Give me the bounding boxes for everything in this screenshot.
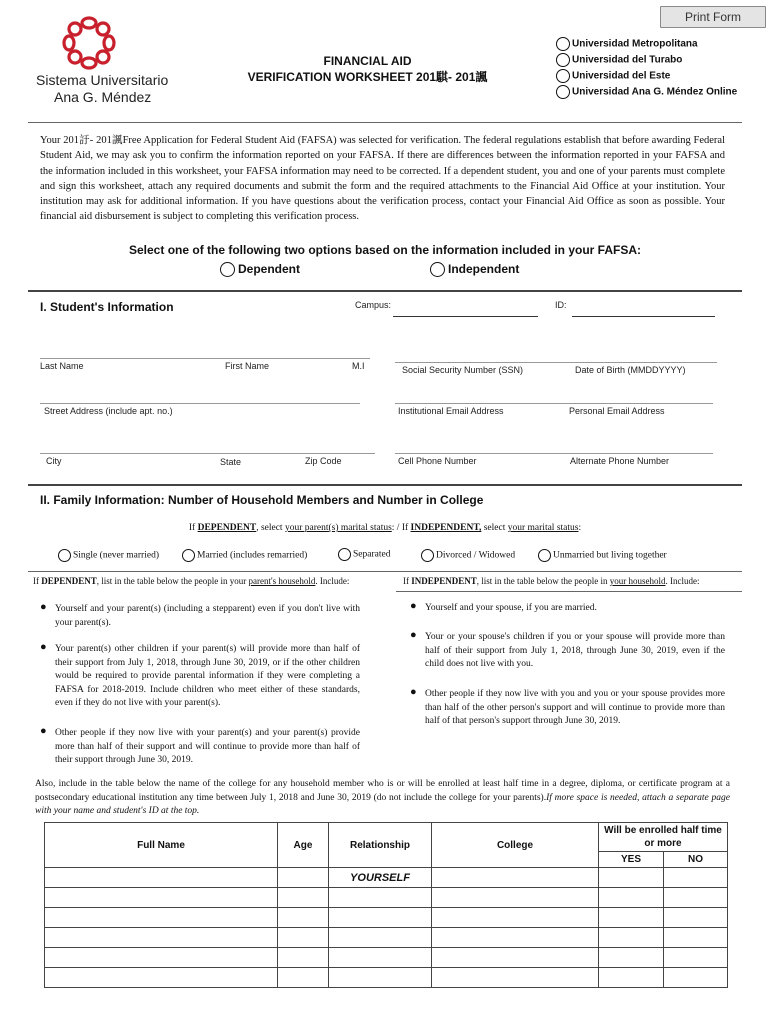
- dep-bullet-3: Other people if they now live with your parent(s) and your parent(s) provide more than half of their support and will continue to provide more than half of their support through June 30, 2019.: [55, 728, 360, 765]
- ssn-dob-field[interactable]: [395, 362, 717, 363]
- yes-cell[interactable]: [599, 948, 664, 968]
- form-title-line1: FINANCIAL AID: [323, 54, 412, 68]
- indep-bullet-1: Yourself and your spouse, if you are married.: [425, 603, 597, 613]
- yes-cell[interactable]: [599, 968, 664, 988]
- sistema-logo-icon: [60, 14, 118, 72]
- marital-instruction: If DEPENDENT, select your parent(s) marital status: / If INDEPENDENT, select your marital status:: [188, 523, 582, 533]
- college-cell[interactable]: [432, 868, 599, 888]
- table-row[interactable]: [45, 908, 728, 928]
- bullet-icon: ●: [410, 686, 417, 698]
- relationship-cell[interactable]: [329, 908, 432, 928]
- header-relationship: Relationship: [329, 823, 432, 868]
- independent-list-heading: If INDEPENDENT, list in the table below the people in your household. Include:: [403, 576, 700, 586]
- header-no: NO: [664, 852, 728, 868]
- campus-option-este[interactable]: Universidad del Este: [556, 69, 670, 83]
- state-label: State: [220, 457, 242, 467]
- ssn-label: Social Security Number (SSN): [402, 365, 524, 375]
- table-row[interactable]: [45, 948, 728, 968]
- dep-bullet-2: Your parent(s) other children if your parent(s) will provide more than half of their support from July 1, 2018, through June 30, 2019, or if the other children would be required to provide parental information if they were completing a FAFSA for 2018-2019. Include children who meet either of these standards, even if they do not live with your parent(s).: [55, 644, 360, 708]
- radio-icon[interactable]: [538, 549, 551, 562]
- radio-icon[interactable]: [58, 549, 71, 562]
- marital-option-single[interactable]: Single (never married): [58, 549, 159, 562]
- section2-title: II. Family Information: Number of Household Members and Number in College: [40, 493, 484, 507]
- bullet-icon: ●: [40, 641, 47, 653]
- bullet-icon: ●: [410, 629, 417, 641]
- dependency-question: Select one of the following two options based on the information included in your FAFSA:: [129, 243, 641, 257]
- radio-icon[interactable]: [556, 37, 570, 51]
- id-label: ID:: [555, 300, 567, 310]
- bullet-icon: ●: [40, 725, 47, 737]
- inst-email-label: Institutional Email Address: [398, 406, 504, 416]
- table-row[interactable]: [45, 868, 728, 888]
- dependent-option[interactable]: Dependent: [220, 262, 300, 277]
- college-cell[interactable]: [432, 948, 599, 968]
- radio-icon[interactable]: [556, 69, 570, 83]
- radio-icon[interactable]: [430, 262, 445, 277]
- personal-email-label: Personal Email Address: [569, 406, 665, 416]
- table-row[interactable]: [45, 928, 728, 948]
- no-cell[interactable]: [664, 968, 728, 988]
- campus-option-metropolitana[interactable]: Universidad Metropolitana: [556, 37, 698, 51]
- full-name-cell[interactable]: [45, 948, 278, 968]
- relationship-cell: YOURSELF: [329, 868, 432, 888]
- table-header-row: [45, 823, 728, 852]
- indep-bullet-2: Your or your spouse's children if you or your spouse will provide more than half of their support from July 1, 2018, through June 30, 2019, even if the child does not live with you.: [425, 632, 725, 669]
- radio-icon[interactable]: [220, 262, 235, 277]
- relationship-cell[interactable]: [329, 948, 432, 968]
- relationship-cell[interactable]: [329, 928, 432, 948]
- radio-icon[interactable]: [556, 85, 570, 99]
- logo-text-line1: Sistema Universitario: [36, 72, 169, 88]
- phone-field[interactable]: [395, 453, 713, 454]
- name-field[interactable]: [40, 358, 370, 359]
- campus-option-turabo[interactable]: Universidad del Turabo: [556, 53, 682, 67]
- marital-option-married[interactable]: Married (includes remarried): [182, 549, 307, 562]
- bullet-icon: ●: [410, 600, 417, 612]
- city-state-zip-field[interactable]: [40, 453, 375, 454]
- radio-icon[interactable]: [556, 53, 570, 67]
- no-cell[interactable]: [664, 928, 728, 948]
- marital-option-separated[interactable]: Separated: [338, 548, 390, 561]
- relationship-cell[interactable]: [329, 888, 432, 908]
- marital-option-divorced[interactable]: Divorced / Widowed: [421, 549, 515, 562]
- dependent-list-heading: If DEPENDENT, list in the table below the people in your parent's household. Include:: [33, 576, 350, 586]
- dob-label: Date of Birth (MMDDYYYY): [575, 365, 686, 375]
- header-college: College: [432, 823, 599, 868]
- full-name-cell[interactable]: [45, 868, 278, 888]
- household-table: [44, 822, 728, 988]
- radio-icon[interactable]: [338, 548, 351, 561]
- mi-label: M.I: [352, 361, 365, 371]
- street-field[interactable]: [40, 403, 360, 404]
- first-name-label: First Name: [225, 361, 270, 371]
- logo-text-line2: Ana G. Méndez: [54, 89, 152, 105]
- table-row[interactable]: [45, 968, 728, 988]
- campus-label: Campus:: [355, 300, 392, 310]
- college-cell[interactable]: [432, 928, 599, 948]
- household-college-instructions: Also, include in the table below the name of the college for any household member who is or will be enrolled at least half time in a degree, diploma, or certificate program at a postsecondary educational institution any time between July 1, 2018 and June 30, 2019 (do not include the college for your parents).If more space is needed, attach a separate page with your name and student's ID at the top.: [35, 779, 730, 816]
- cell-phone-label: Cell Phone Number: [398, 456, 477, 466]
- college-cell[interactable]: [432, 908, 599, 928]
- independent-option[interactable]: Independent: [430, 262, 519, 277]
- age-cell[interactable]: [278, 928, 329, 948]
- header-full-name: Full Name: [45, 823, 278, 868]
- street-label: Street Address (include apt. no.): [44, 406, 173, 416]
- intro-paragraph: Your 201訏- 201諷Free Application for Federal Student Aid (FAFSA) was selected for verification. The federal regulations establish that before awarding Federal Student Aid, we may ask you to confirm the information reported on your FAFSA. If there are differences between the information reported in your FAFSA and the information included in this worksheet, your FAFSA information may need to be corrected. If a dependent student, you and one of your parents must complete and sign this worksheet, attach any required documents and submit the form and the required attachments to the Financial Aid Office at your institution. Your institution may ask for additional information. If you have questions about the verification process, contact your Financial Aid Office as soon as possible. Your financial aid disbursement is subject to completing this verification process.: [40, 135, 725, 223]
- relationship-cell[interactable]: [329, 968, 432, 988]
- email-field[interactable]: [395, 403, 713, 404]
- full-name-cell[interactable]: [45, 968, 278, 988]
- header-enrolled: Will be enrolled half time or more: [599, 823, 728, 852]
- table-row[interactable]: [45, 888, 728, 908]
- yes-cell[interactable]: [599, 928, 664, 948]
- campus-field[interactable]: [393, 316, 538, 317]
- age-cell[interactable]: [278, 968, 329, 988]
- form-title-line2: VERIFICATION WORKSHEET 201騏- 201諷: [247, 70, 488, 84]
- age-cell[interactable]: [278, 908, 329, 928]
- print-form-button[interactable]: Print Form: [660, 6, 766, 28]
- no-cell[interactable]: [664, 888, 728, 908]
- radio-icon[interactable]: [182, 549, 195, 562]
- id-field[interactable]: [572, 316, 715, 317]
- alt-phone-label: Alternate Phone Number: [570, 456, 670, 466]
- header-yes: YES: [599, 852, 664, 868]
- full-name-cell[interactable]: [45, 888, 278, 908]
- age-cell[interactable]: [278, 888, 329, 908]
- header-age: Age: [278, 823, 329, 868]
- campus-option-online[interactable]: Universidad Ana G. Méndez Online: [556, 85, 737, 99]
- yes-cell[interactable]: [599, 908, 664, 928]
- yes-cell[interactable]: [599, 868, 664, 888]
- age-cell[interactable]: [278, 948, 329, 968]
- full-name-cell[interactable]: [45, 928, 278, 948]
- zip-label: Zip Code: [305, 456, 342, 466]
- no-cell[interactable]: [664, 908, 728, 928]
- section1-title: I. Student's Information: [40, 300, 174, 314]
- radio-icon[interactable]: [421, 549, 434, 562]
- dep-bullet-1: Yourself and your parent(s) (including a stepparent) even if you don't live with your parent(s).: [55, 604, 360, 628]
- bullet-icon: ●: [40, 601, 47, 613]
- last-name-label: Last Name: [40, 361, 84, 371]
- no-cell[interactable]: [664, 868, 728, 888]
- no-cell[interactable]: [664, 948, 728, 968]
- age-cell[interactable]: [278, 868, 329, 888]
- indep-bullet-3: Other people if they now live with you and you or your spouse provides more than half of the other person's support and will continue to provide more than half of that person's support through June 30, 2019.: [425, 689, 725, 726]
- city-label: City: [46, 456, 62, 466]
- full-name-cell[interactable]: [45, 908, 278, 928]
- college-cell[interactable]: [432, 968, 599, 988]
- college-cell[interactable]: [432, 888, 599, 908]
- yes-cell[interactable]: [599, 888, 664, 908]
- marital-option-unmarried[interactable]: Unmarried but living together: [538, 549, 667, 562]
